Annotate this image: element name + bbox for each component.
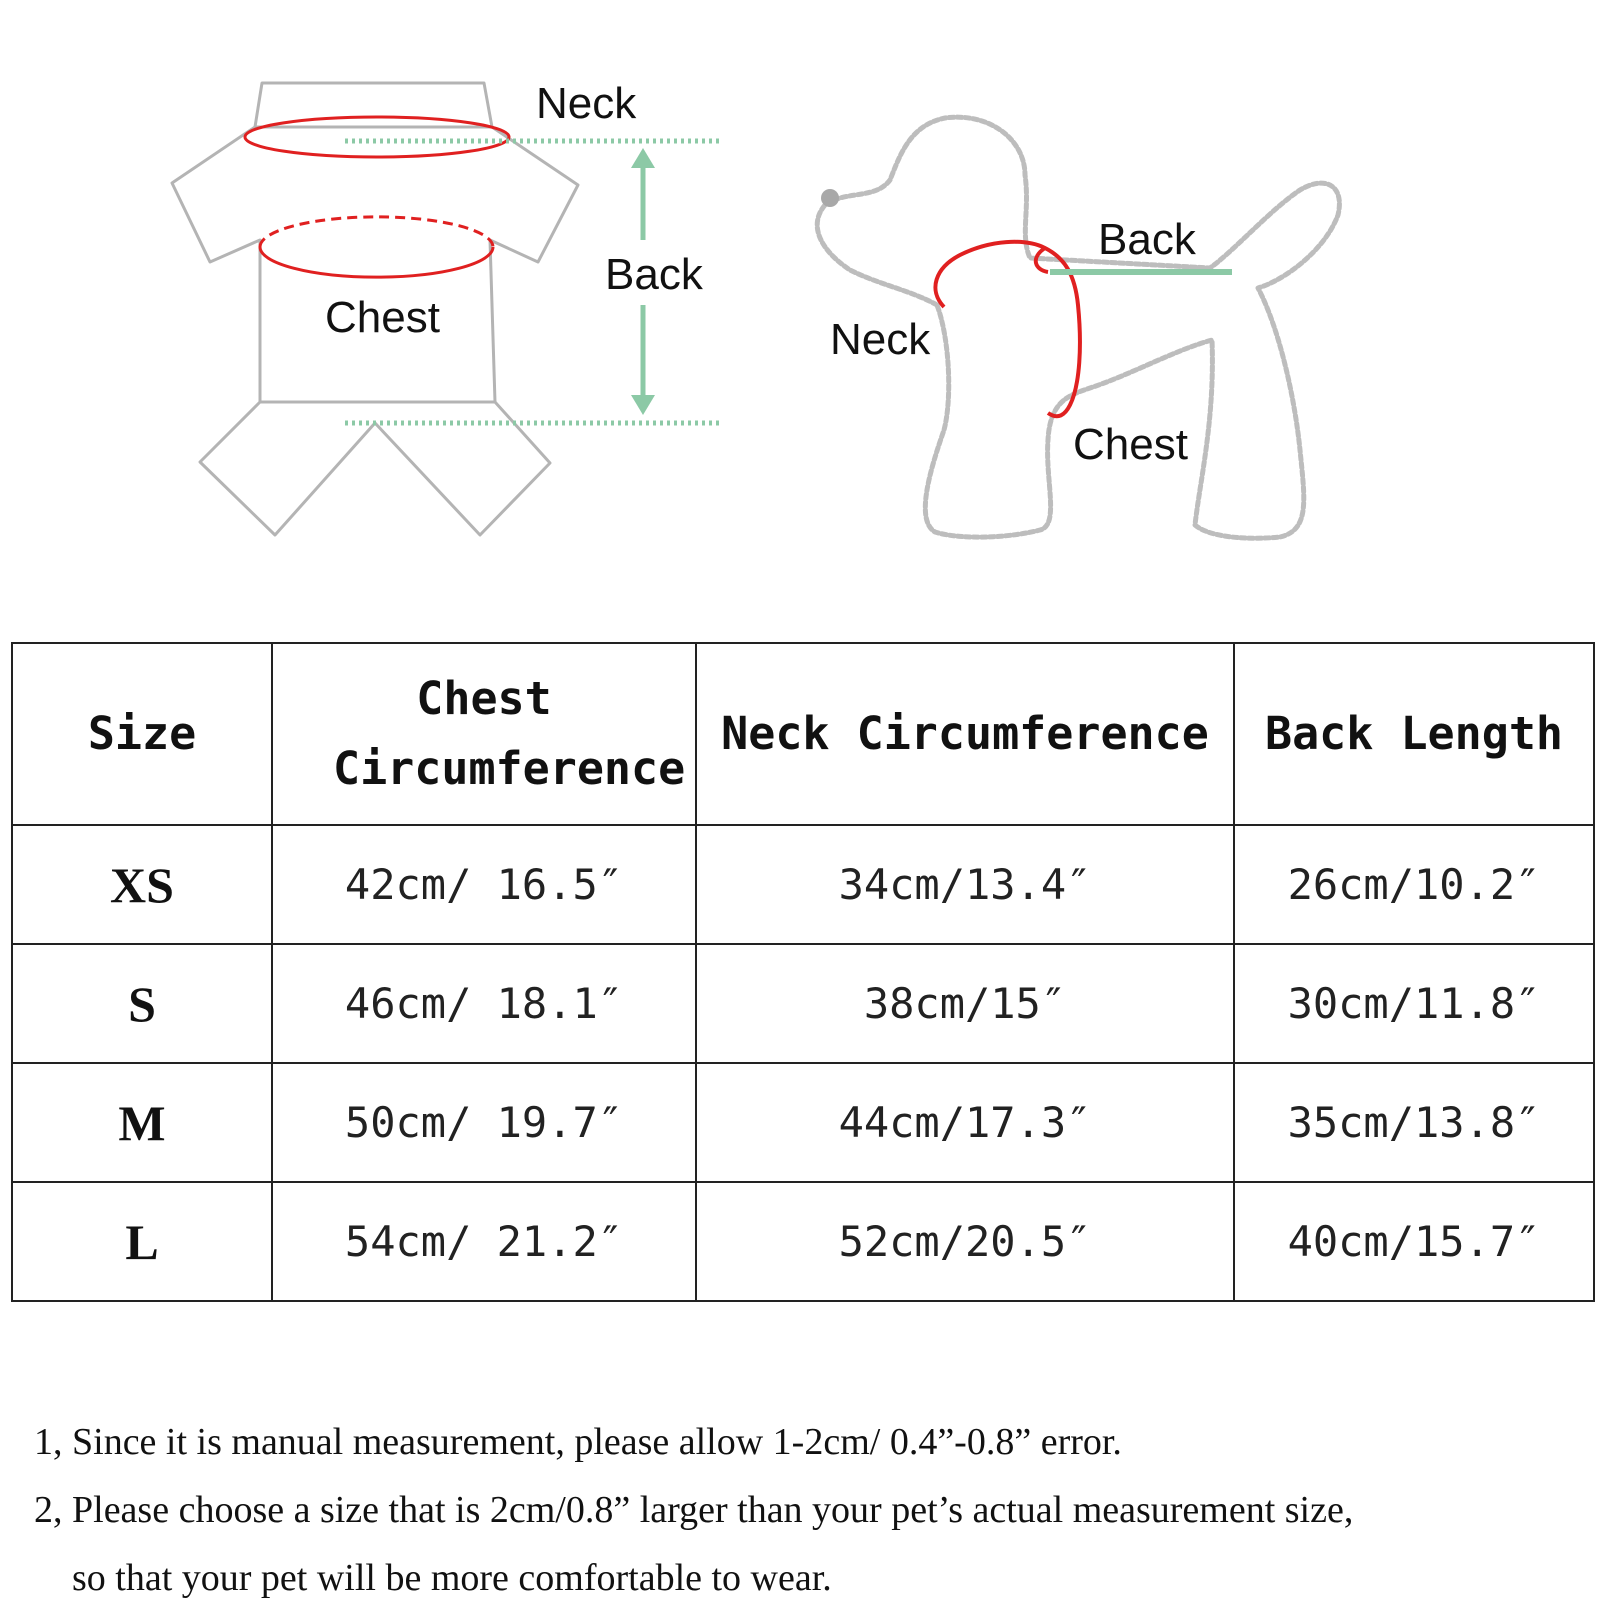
table-row xyxy=(12,944,1594,1063)
dog-chest-label: Chest xyxy=(1073,420,1188,469)
garment-neck-label: Neck xyxy=(536,79,637,128)
size-cell: S xyxy=(12,944,272,1063)
measurement-notes xyxy=(34,1408,1574,1612)
note-line-3: so that your pet will be more comfortable to wear. xyxy=(72,1557,832,1599)
chest-cell: 54cm/ 21.2″ xyxy=(272,1182,696,1301)
garment-chest-measure-front xyxy=(260,247,493,277)
chest-cell: 42cm/ 16.5″ xyxy=(272,825,696,944)
size-cell: XS xyxy=(12,825,272,944)
chest-cell: 46cm/ 18.1″ xyxy=(272,944,696,1063)
dog-back-label: Back xyxy=(1098,215,1196,264)
measurement-diagram xyxy=(0,0,1601,590)
back-cell: 40cm/15.7″ xyxy=(1234,1182,1594,1301)
garment-chest-label: Chest xyxy=(325,293,440,342)
back-cell: 35cm/13.8″ xyxy=(1234,1063,1594,1182)
note-line-1: 1, Since it is manual measurement, please allow 1-2cm/ 0.4”-0.8” error. xyxy=(34,1421,1122,1463)
table-row xyxy=(12,825,1594,944)
header-chest-circumference: Chest Circumference xyxy=(272,643,696,825)
dog-neck-label: Neck xyxy=(830,315,931,364)
garment-body xyxy=(172,127,578,402)
neck-cell: 38cm/15″ xyxy=(696,944,1234,1063)
neck-cell: 52cm/20.5″ xyxy=(696,1182,1234,1301)
size-cell: M xyxy=(12,1063,272,1182)
back-cell: 30cm/11.8″ xyxy=(1234,944,1594,1063)
garment-back-label: Back xyxy=(605,250,703,299)
table-header-row xyxy=(12,643,1594,825)
size-cell: L xyxy=(12,1182,272,1301)
dog-neck-chest-measure xyxy=(935,242,1080,416)
garment-neck-measure xyxy=(245,117,509,157)
header-size: Size xyxy=(12,643,272,825)
note-line-2: 2, Please choose a size that is 2cm/0.8” larger than your pet’s actual measurement size, xyxy=(34,1489,1354,1531)
back-cell: 26cm/10.2″ xyxy=(1234,825,1594,944)
garment-chest-measure-back xyxy=(260,217,493,247)
neck-cell: 44cm/17.3″ xyxy=(696,1063,1234,1182)
header-neck-circumference: Neck Circumference xyxy=(696,643,1234,825)
size-chart-table xyxy=(11,642,1595,1302)
table-row xyxy=(12,1063,1594,1182)
chest-cell: 50cm/ 19.7″ xyxy=(272,1063,696,1182)
header-back-length: Back Length xyxy=(1234,643,1594,825)
dog-nose xyxy=(821,189,839,207)
diagram-graphics xyxy=(0,0,1601,590)
table-row xyxy=(12,1182,1594,1301)
neck-cell: 34cm/13.4″ xyxy=(696,825,1234,944)
